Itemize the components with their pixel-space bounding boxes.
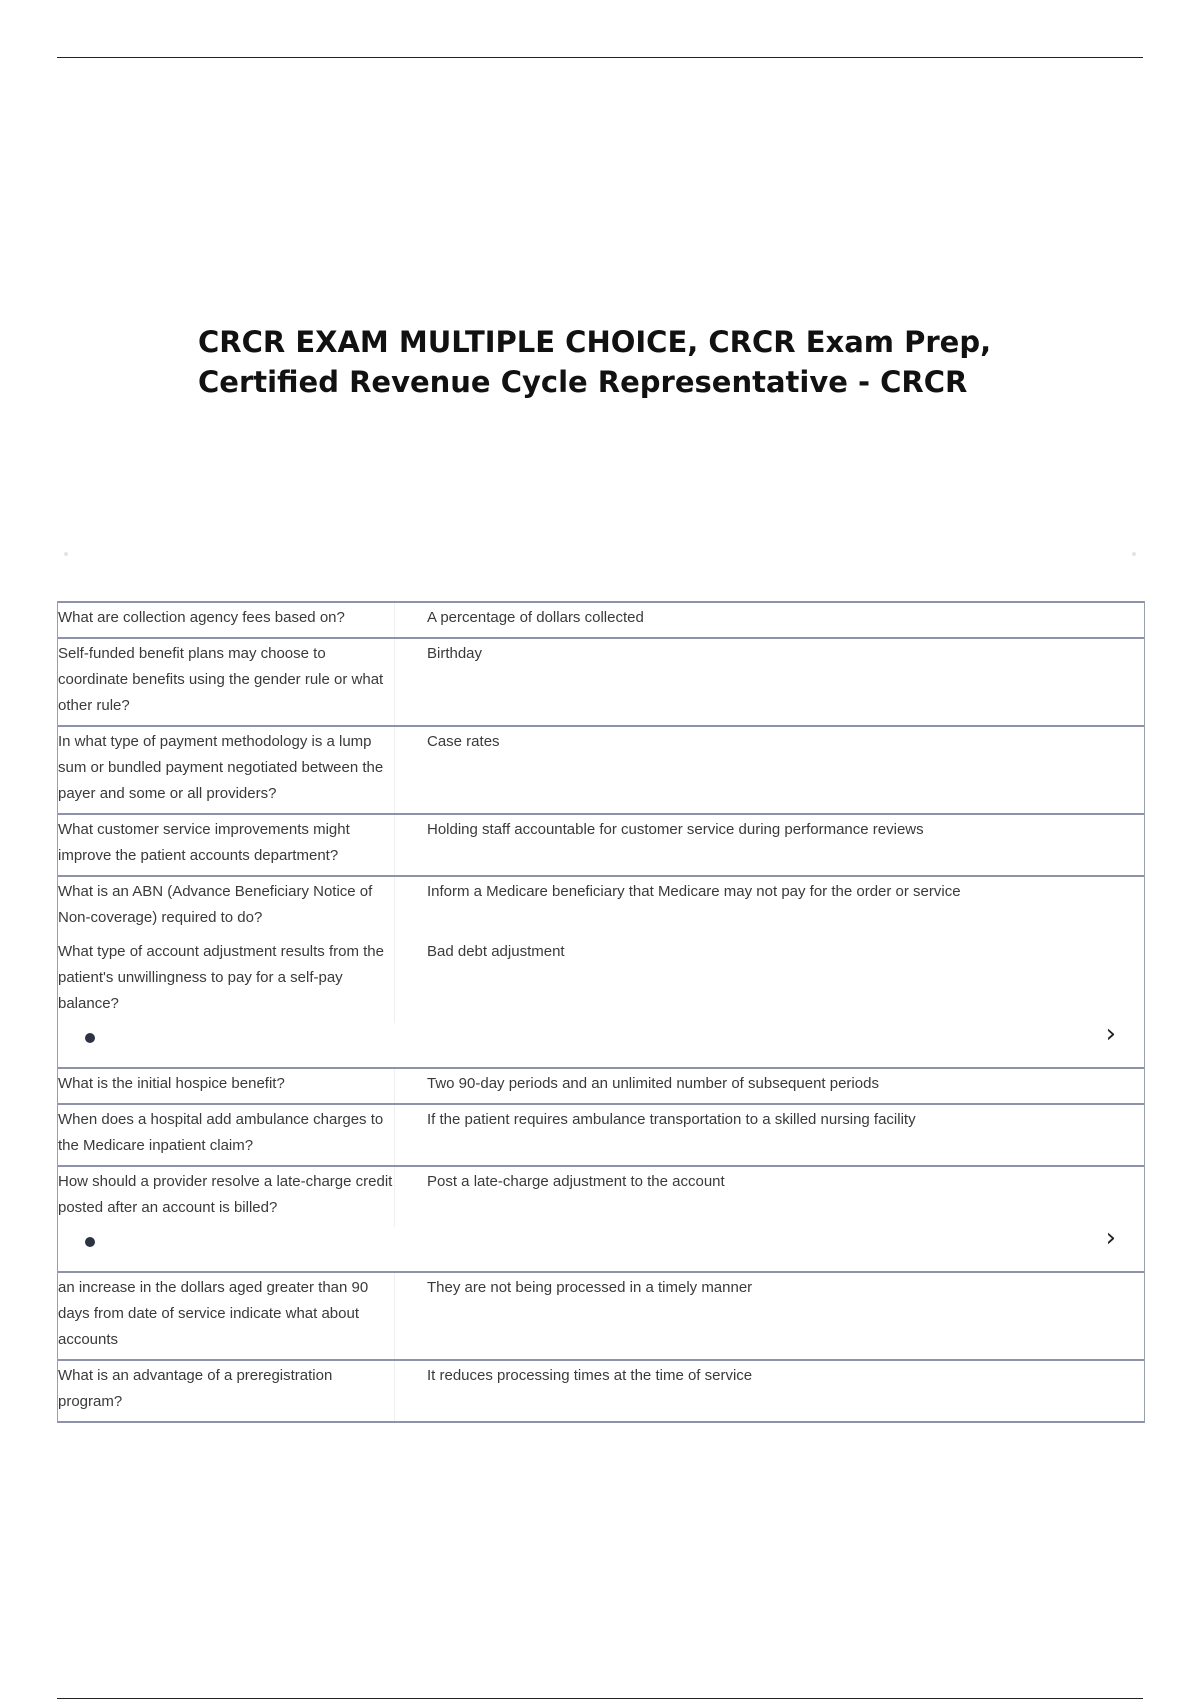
faint-marker-left xyxy=(64,552,68,556)
table-row xyxy=(58,1067,1144,1103)
bottom-rule xyxy=(57,1698,1143,1699)
answer-cell: They are not being processed in a timely manner xyxy=(427,1279,753,1296)
title-line-1: CRCR EXAM MULTIPLE CHOICE, CRCR Exam Prep, xyxy=(198,325,992,359)
document-title xyxy=(198,322,1098,402)
question-cell: When does a hospital add ambulance charges to the Medicare inpatient claim? xyxy=(58,1105,395,1165)
question-cell: In what type of payment methodology is a lump sum or bundled payment negotiated between the payer and some or all providers? xyxy=(58,727,395,813)
answer-cell: If the patient requires ambulance transportation to a skilled nursing facility xyxy=(427,1111,916,1128)
table-row xyxy=(58,813,1144,875)
answer-cell: Case rates xyxy=(427,733,500,750)
question-cell: What type of account adjustment results from the patient's unwillingness to pay for a self-pay balance? xyxy=(58,937,395,1023)
answer-cell: Birthday xyxy=(427,645,483,662)
table-row xyxy=(58,725,1144,813)
flashcard-table xyxy=(57,601,1145,1423)
table-row xyxy=(58,1359,1144,1421)
answer-cell: Holding staff accountable for customer service during performance reviews xyxy=(427,821,924,838)
question-cell: an increase in the dollars aged greater than 90 days from date of service indicate what about accounts xyxy=(58,1273,395,1359)
question-cell: What is an ABN (Advance Beneficiary Notice of Non-coverage) required to do? xyxy=(58,877,395,937)
answer-cell: Post a late-charge adjustment to the account xyxy=(427,1173,725,1190)
table-row xyxy=(58,637,1144,725)
table-row xyxy=(58,1103,1144,1165)
page-indicator-dot[interactable] xyxy=(85,1033,95,1043)
answer-cell: Two 90-day periods and an unlimited number of subsequent periods xyxy=(427,1075,879,1092)
answer-cell: Inform a Medicare beneficiary that Medicare may not pay for the order or service xyxy=(427,883,961,900)
question-cell: Self-funded benefit plans may choose to coordinate benefits using the gender rule or what other rule? xyxy=(58,639,395,725)
card-navigation xyxy=(58,1019,1144,1067)
question-cell: What is the initial hospice benefit? xyxy=(58,1069,395,1103)
faint-marker-right xyxy=(1132,552,1136,556)
question-cell: What are collection agency fees based on? xyxy=(58,603,395,637)
table-row xyxy=(58,601,1144,637)
answer-cell: It reduces processing times at the time of service xyxy=(427,1367,753,1384)
title-line-2: Certified Revenue Cycle Representative - CRCR xyxy=(198,365,968,399)
card-navigation xyxy=(58,1223,1144,1271)
table-row-with-nav xyxy=(58,1165,1144,1271)
answer-cell: Bad debt adjustment xyxy=(427,943,565,960)
question-cell: What is an advantage of a preregistration program? xyxy=(58,1361,395,1421)
question-cell: How should a provider resolve a late-charge credit posted after an account is billed? xyxy=(58,1167,395,1227)
answer-cell: A percentage of dollars collected xyxy=(427,609,644,626)
chevron-right-icon[interactable]: › xyxy=(1105,1223,1116,1253)
top-rule xyxy=(57,57,1143,58)
table-row xyxy=(58,1271,1144,1359)
chevron-right-icon[interactable]: › xyxy=(1105,1019,1116,1049)
page-indicator-dot[interactable] xyxy=(85,1237,95,1247)
table-row-with-nav xyxy=(58,937,1144,1067)
question-cell: What customer service improvements might improve the patient accounts department? xyxy=(58,815,395,875)
table-row xyxy=(58,875,1144,937)
